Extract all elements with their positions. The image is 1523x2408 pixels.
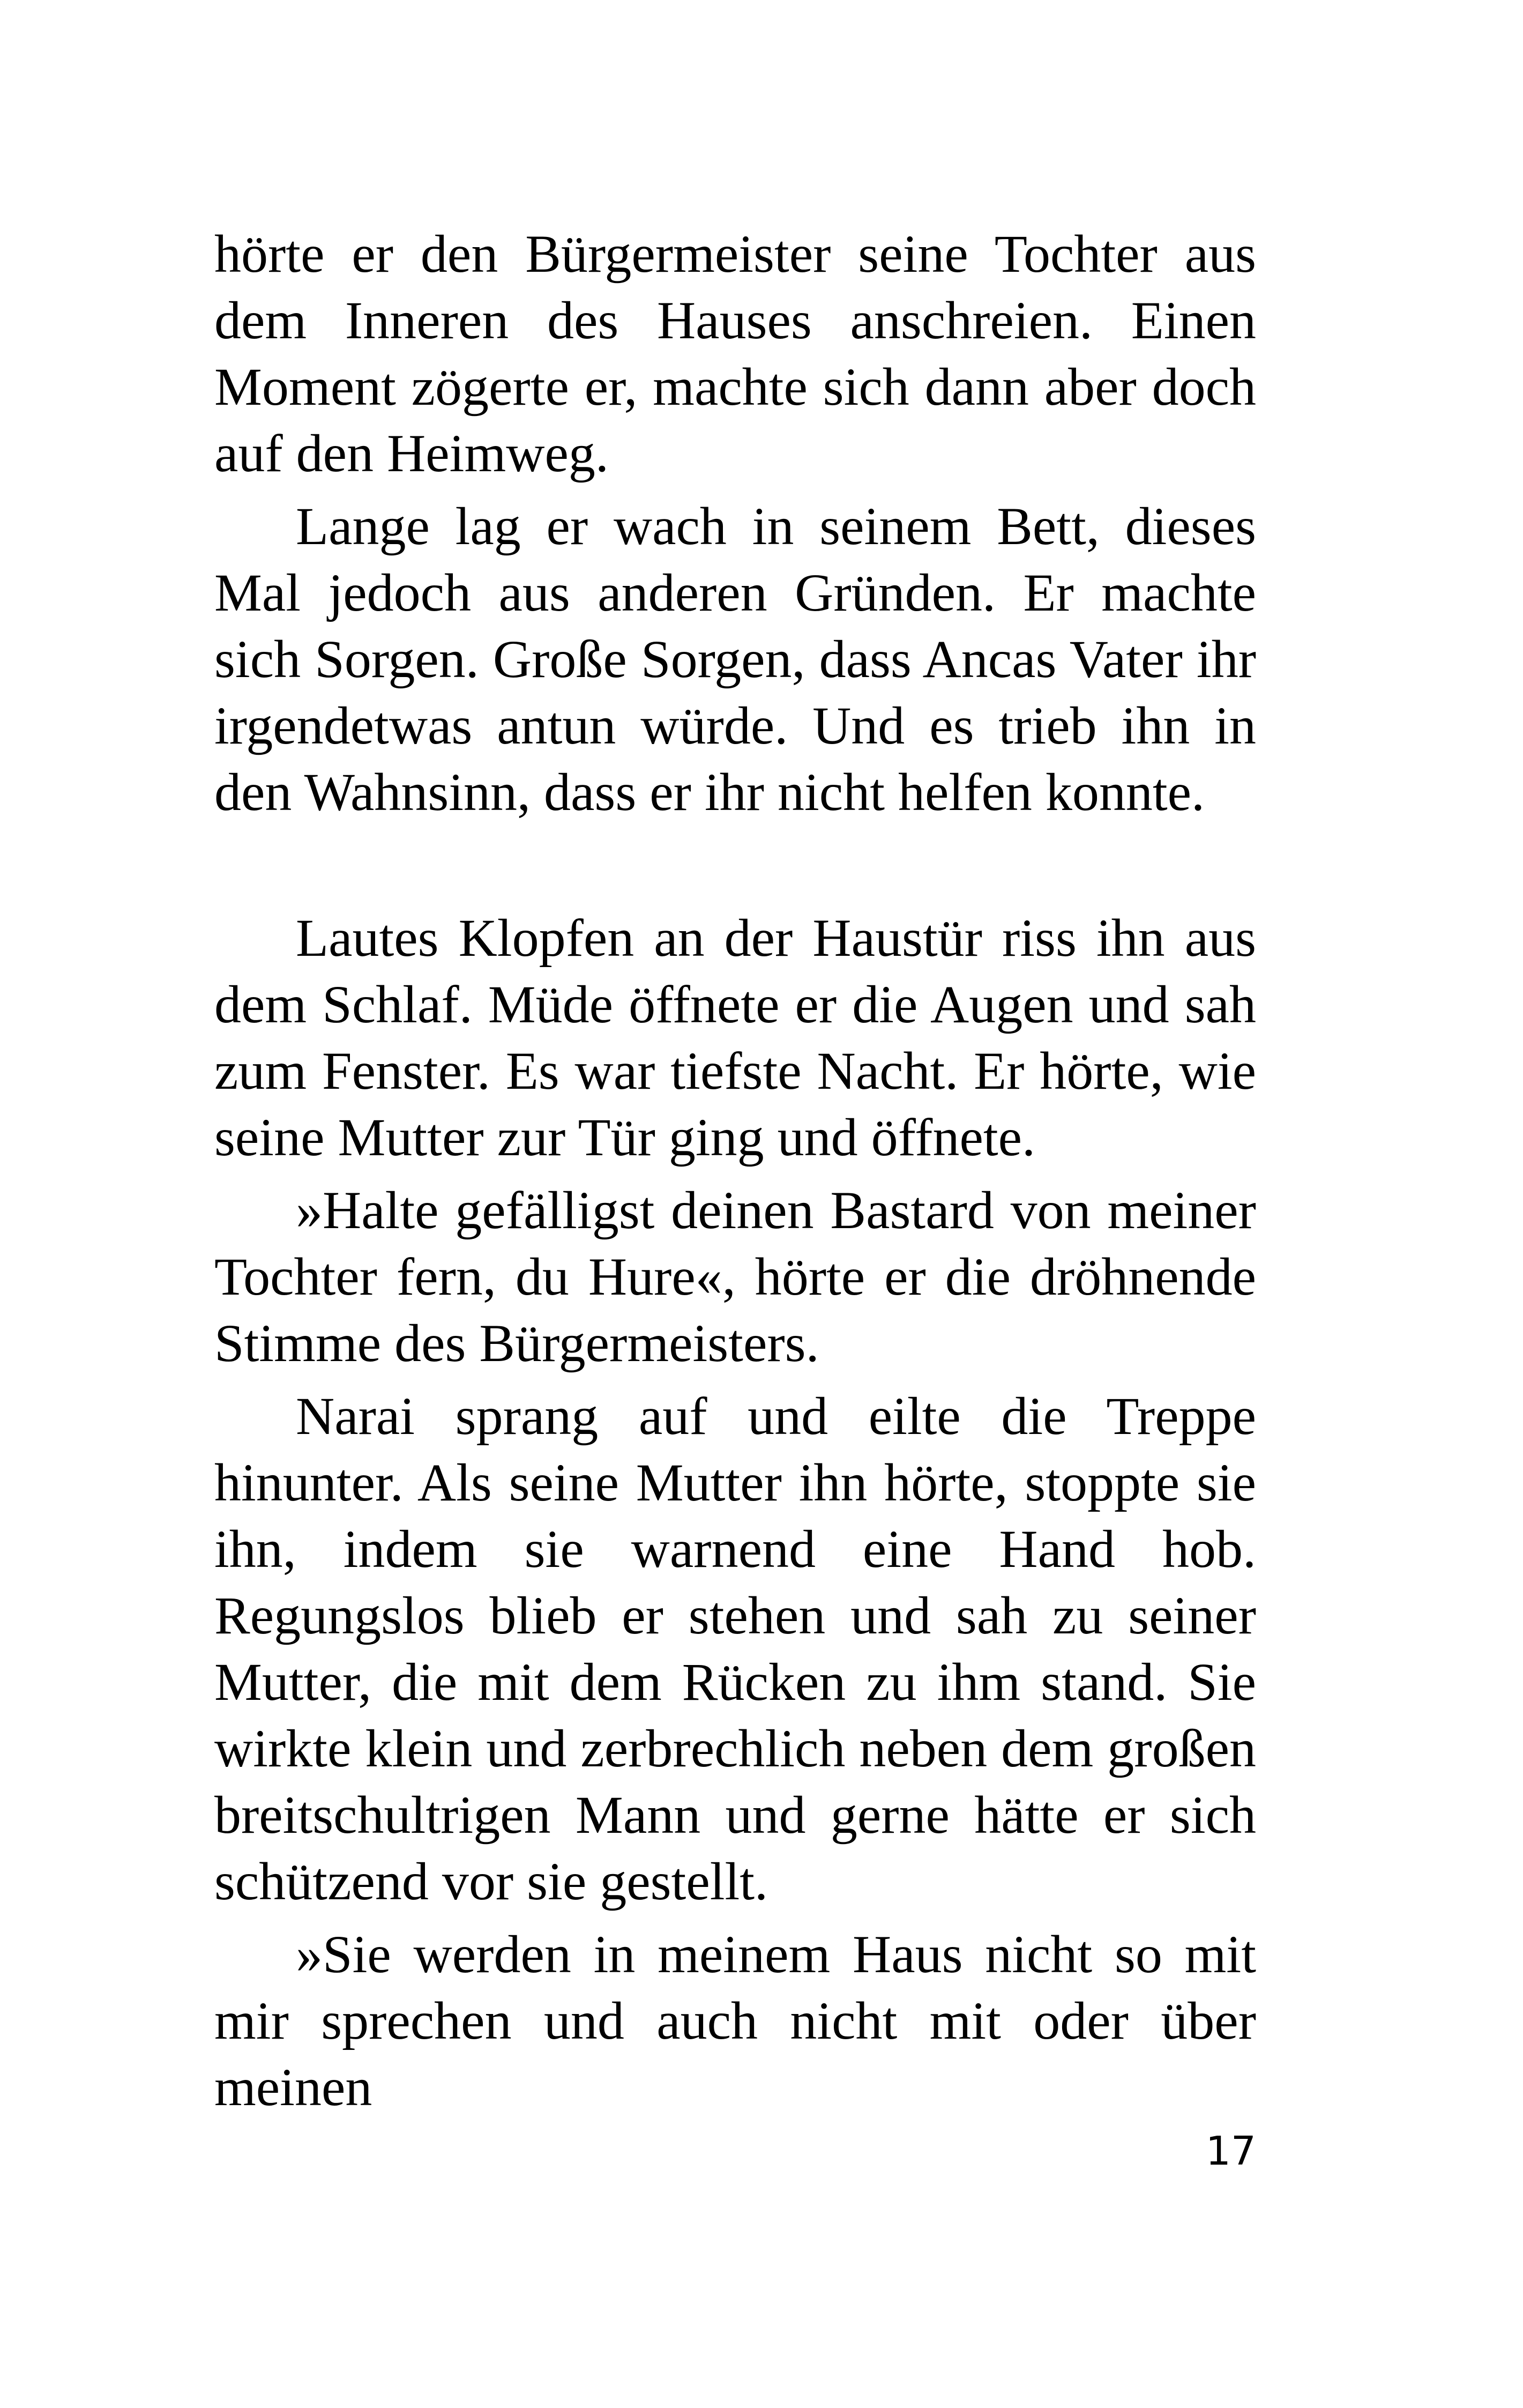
paragraph-continuation: hörte er den Bürgermeister seine Tochter aus dem Inneren des Hauses anschreien. Einen Moment zögerte er, machte sich dann aber doch auf den Heimweg. <box>214 224 1256 483</box>
paragraph: »Sie werden in meinem Haus nicht so mit mir sprechen und auch nicht mit oder über meinen <box>214 1924 1256 2117</box>
paragraph: Narai sprang auf und eilte die Treppe hinunter. Als seine Mutter ihn hörte, stoppte sie ihn, indem sie warnend eine Hand hob. Regungslos blieb er stehen und sah zu seiner Mutter, die mit dem Rücken zu ihm stand. Sie wirkte klein und zerbrechlich neben dem großen breitschultrigen Mann und gerne hätte er sich schützend vor sie gestellt. <box>214 1386 1256 1911</box>
scene-break <box>214 832 1256 905</box>
body-text <box>214 221 1256 2127</box>
paragraph: Lautes Klopfen an der Haustür riss ihn aus dem Schlaf. Müde öffnete er die Augen und sah zum Fenster. Es war tiefste Nacht. Er hörte, wie seine Mutter zur Tür ging und öffnete. <box>214 908 1256 1167</box>
paragraph: »Halte gefälligst deinen Bastard von meiner Tochter fern, du Hure«, hörte er die dröhnende Stimme des Bürgermeisters. <box>214 1180 1256 1373</box>
page-number: 17 <box>1205 2128 1256 2174</box>
paragraph: Lange lag er wach in seinem Bett, dieses Mal jedoch aus anderen Gründen. Er machte sich Sorgen. Große Sorgen, dass Ancas Vater ihr irgendetwas antun würde. Und es trieb ihn in den Wahnsinn, dass er ihr nicht helfen konnte. <box>214 496 1256 822</box>
